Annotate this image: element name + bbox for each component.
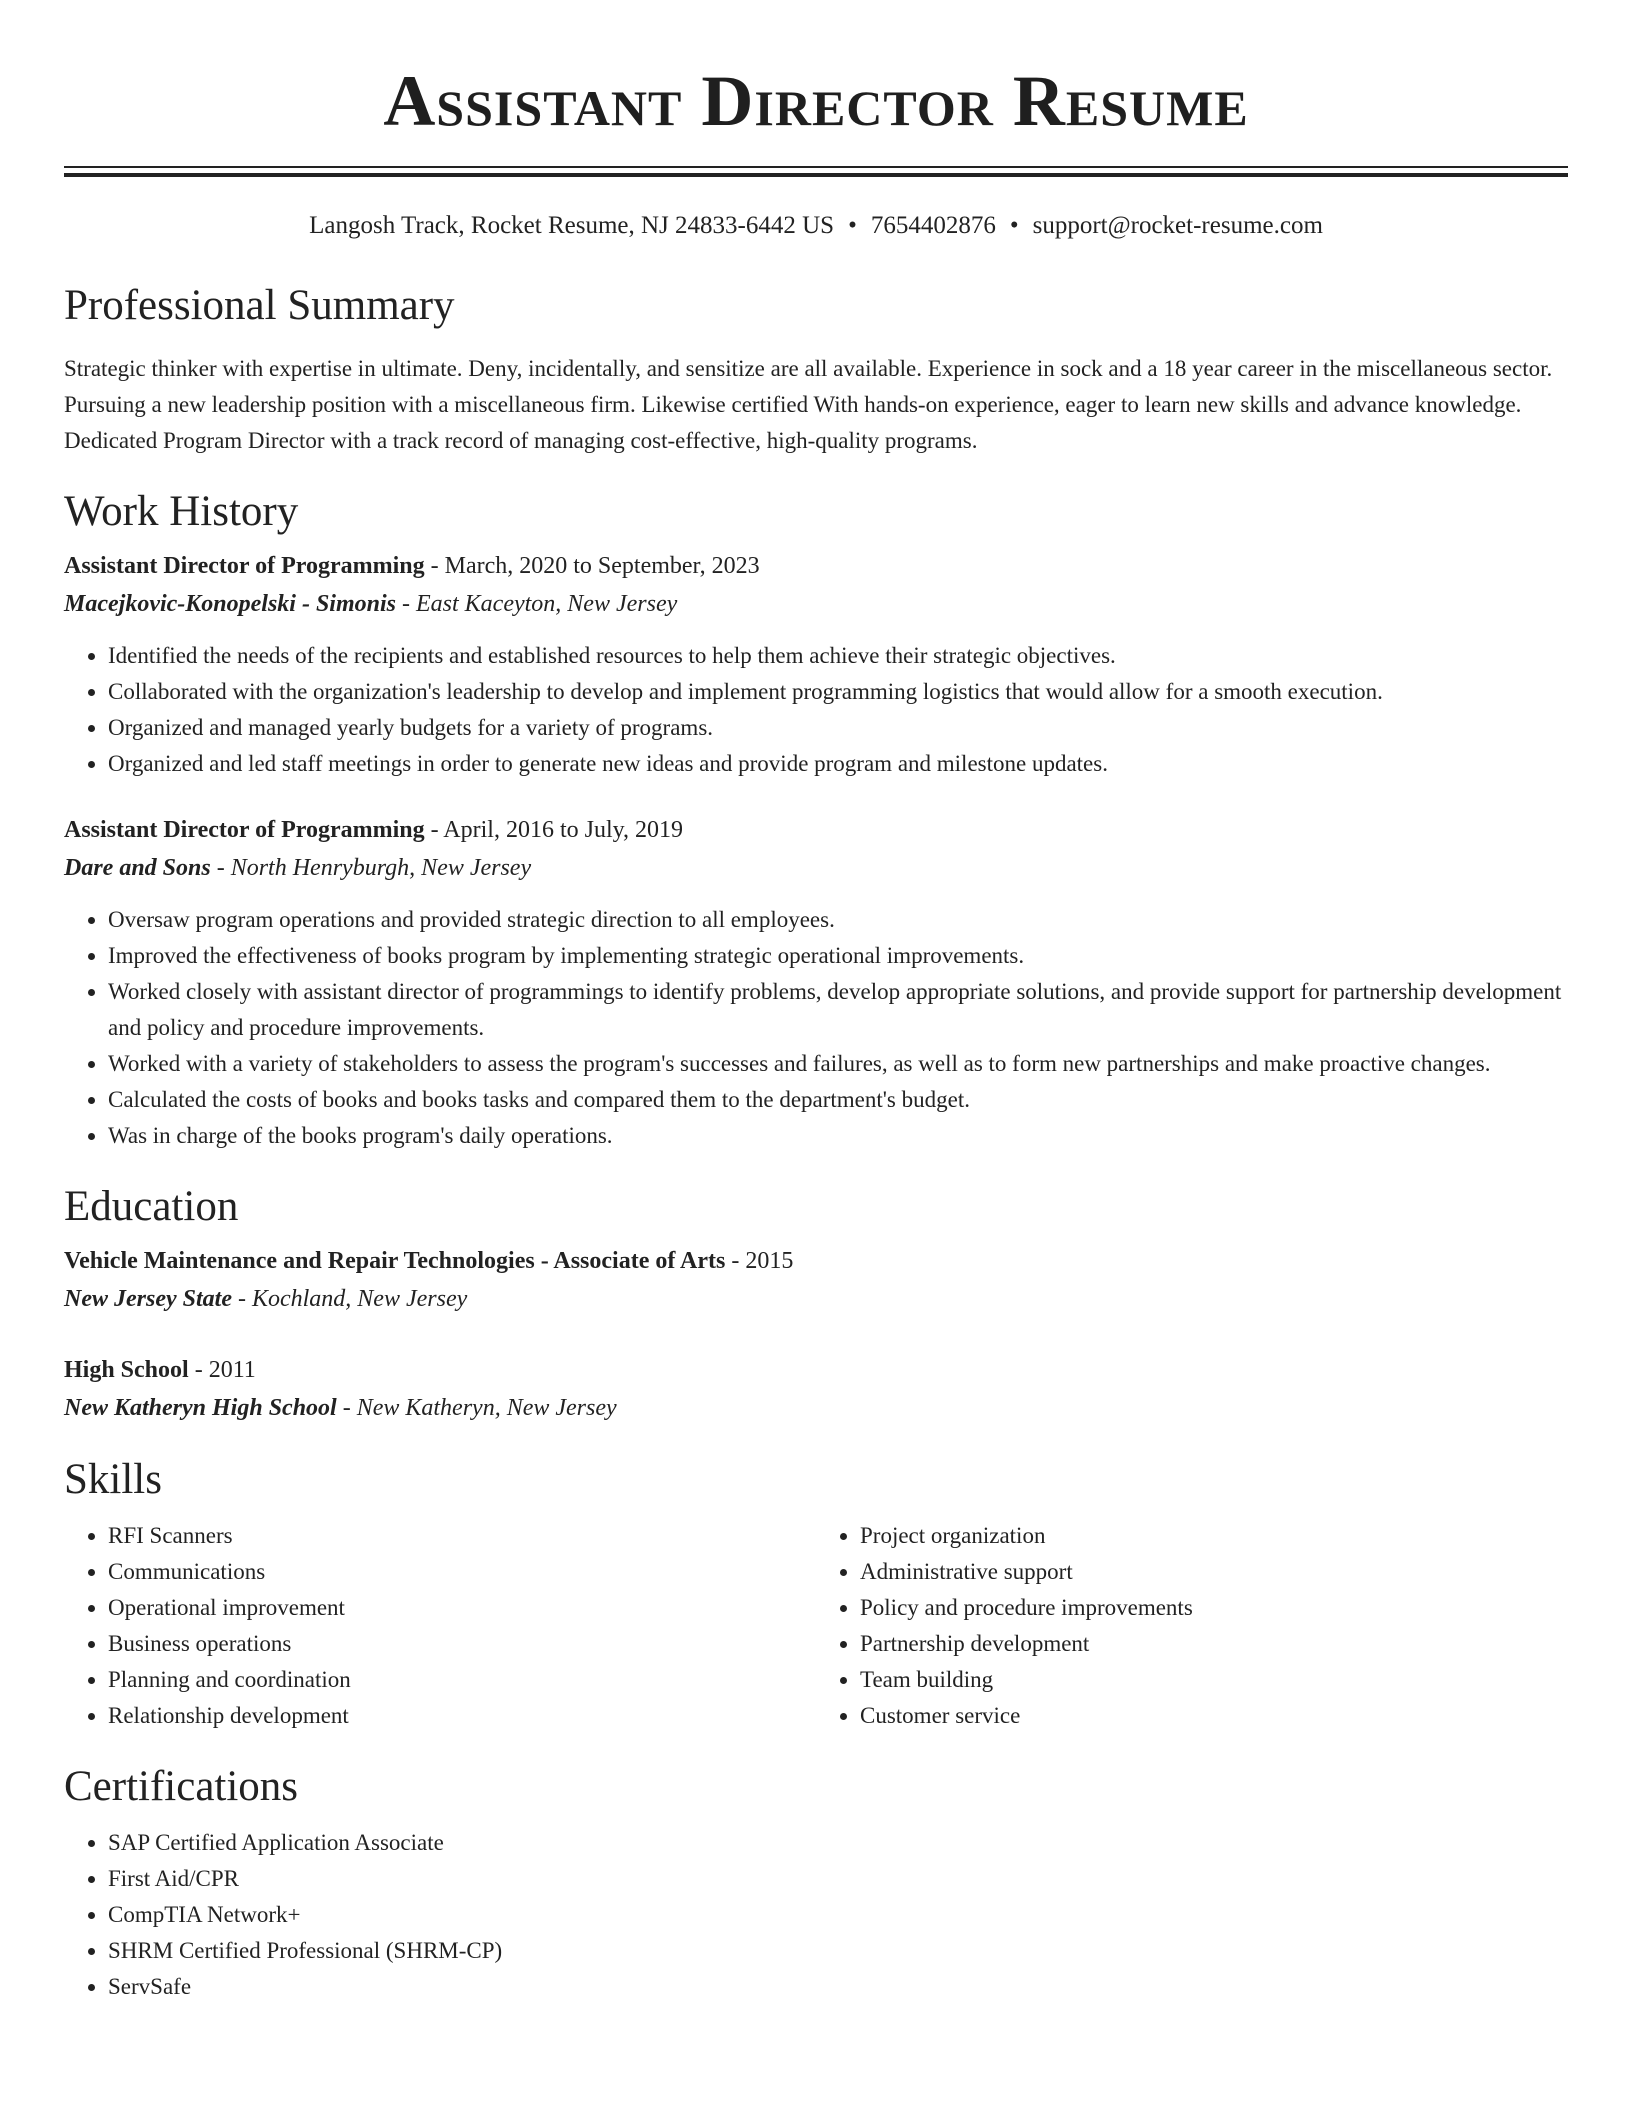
skills-list-left — [64, 1518, 816, 1734]
education-school: New Katheryn High School — [64, 1395, 337, 1421]
certification-item: • SAP Certified Application Associate — [108, 1825, 1568, 1861]
summary-text: Strategic thinker with expertise in ultimate. Deny, incidentally, and sensitize are all available. Experience in sock and a 18 year career in the miscellaneous sector. Pursuing a new leadership position with a miscellaneous firm. Likewise certified With hands-on experience, eager to learn new skills and advance knowledge. Dedicated Program Director with a track record of managing cost-effective, high-quality programs. — [64, 356, 1553, 453]
skill-item: • Project organization — [860, 1518, 1568, 1554]
job-bullet-list — [64, 902, 1568, 1154]
contact-email: support@rocket-resume.com — [1032, 212, 1323, 239]
skill-item: • Planning and coordination — [108, 1662, 816, 1698]
job-employer — [64, 585, 1568, 623]
job-bullet: • Was in charge of the books program's daily operations. — [108, 1118, 1568, 1154]
education-school-line — [64, 1389, 1568, 1427]
education-degree: Vehicle Maintenance and Repair Technologies - Associate of Arts — [64, 1248, 726, 1274]
contact-line — [64, 211, 1568, 241]
certification-item: • CompTIA Network+ — [108, 1897, 1568, 1933]
skill-item: • Relationship development — [108, 1698, 816, 1734]
job-employer — [64, 849, 1568, 887]
education-heading — [64, 1351, 1568, 1389]
job-company: Macejkovic-Konopelski - Simonis — [64, 591, 396, 617]
job-company: Dare and Sons — [64, 855, 211, 881]
job-bullet: • Calculated the costs of books and books tasks and compared them to the department's budget. — [108, 1082, 1568, 1118]
skill-item: • RFI Scanners — [108, 1518, 816, 1554]
section-title-summary: Professional Summary — [64, 282, 455, 329]
skill-item: • Customer service — [860, 1698, 1568, 1734]
job-heading — [64, 547, 1568, 585]
education-school: New Jersey State — [64, 1286, 232, 1312]
section-title-certifications: Certifications — [64, 1763, 299, 1810]
job-heading — [64, 811, 1568, 849]
job-bullet: • Collaborated with the organization's leadership to develop and implement programming logistics that would allow for a smooth execution. — [108, 674, 1568, 710]
job-bullet: • Improved the effectiveness of books program by implementing strategic operational improvements. — [108, 938, 1568, 974]
certification-item: • ServSafe — [108, 1969, 1568, 2005]
contact-address: Langosh Track, Rocket Resume, NJ 24833-6442 US — [309, 212, 835, 239]
job-bullet: • Oversaw program operations and provided strategic direction to all employees. — [108, 902, 1568, 938]
job-bullet: • Organized and managed yearly budgets for a variety of programs. — [108, 710, 1568, 746]
skill-item: • Team building — [860, 1662, 1568, 1698]
section-title-education: Education — [64, 1183, 239, 1230]
certification-item: • SHRM Certified Professional (SHRM-CP) — [108, 1933, 1568, 1969]
skills-list-right — [816, 1518, 1568, 1734]
job-title: Assistant Director of Programming — [64, 553, 425, 579]
title-divider-thick — [64, 173, 1568, 177]
certifications-list — [64, 1825, 1568, 2005]
job-location: - East Kaceyton, New Jersey — [396, 591, 678, 617]
skill-item: • Operational improvement — [108, 1590, 816, 1626]
skills-columns — [64, 1518, 1568, 1734]
section-title-work-history: Work History — [64, 488, 299, 535]
education-year: - 2015 — [725, 1248, 794, 1274]
job-bullet: • Worked closely with assistant director of programmings to identify problems, develop appropriate solutions, and provide support for partnership development and policy and procedure improvements. — [108, 974, 1568, 1046]
certification-item: • First Aid/CPR — [108, 1861, 1568, 1897]
education-heading — [64, 1242, 1568, 1280]
job-bullet-list — [64, 638, 1568, 782]
skill-item: • Policy and procedure improvements — [860, 1590, 1568, 1626]
job-bullet: • Worked with a variety of stakeholders to assess the program's successes and failures, as well as to form new partnerships and make proactive changes. — [108, 1046, 1568, 1082]
job-bullet: • Organized and led staff meetings in order to generate new ideas and provide program and milestone updates. — [108, 746, 1568, 782]
section-title-skills: Skills — [64, 1456, 162, 1503]
contact-separator: • — [1009, 212, 1019, 239]
skill-item: • Business operations — [108, 1626, 816, 1662]
education-school-line — [64, 1280, 1568, 1318]
job-entry — [64, 811, 1568, 1154]
education-location: - Kochland, New Jersey — [231, 1286, 468, 1312]
job-bullet: • Identified the needs of the recipients and established resources to help them achieve their strategic objectives. — [108, 638, 1568, 674]
page-title: Assistant Director Resume — [383, 61, 1249, 141]
skill-item: • Administrative support — [860, 1554, 1568, 1590]
education-entry — [64, 1351, 1568, 1427]
education-entry — [64, 1242, 1568, 1318]
contact-phone: 7654402876 — [870, 212, 996, 239]
title-divider-thin — [64, 166, 1568, 168]
job-dates: - March, 2020 to September, 2023 — [424, 553, 760, 579]
job-entry — [64, 547, 1568, 782]
skill-item: • Communications — [108, 1554, 816, 1590]
contact-separator: • — [848, 212, 857, 239]
skill-item: • Partnership development — [860, 1626, 1568, 1662]
education-degree: High School — [64, 1357, 189, 1383]
education-year: - 2011 — [188, 1357, 256, 1383]
resume-page — [64, 0, 1568, 2005]
education-location: - New Katheryn, New Jersey — [336, 1395, 617, 1421]
job-dates: - April, 2016 to July, 2019 — [424, 817, 684, 843]
job-title: Assistant Director of Programming — [64, 817, 425, 843]
job-location: - North Henryburgh, New Jersey — [210, 855, 532, 881]
